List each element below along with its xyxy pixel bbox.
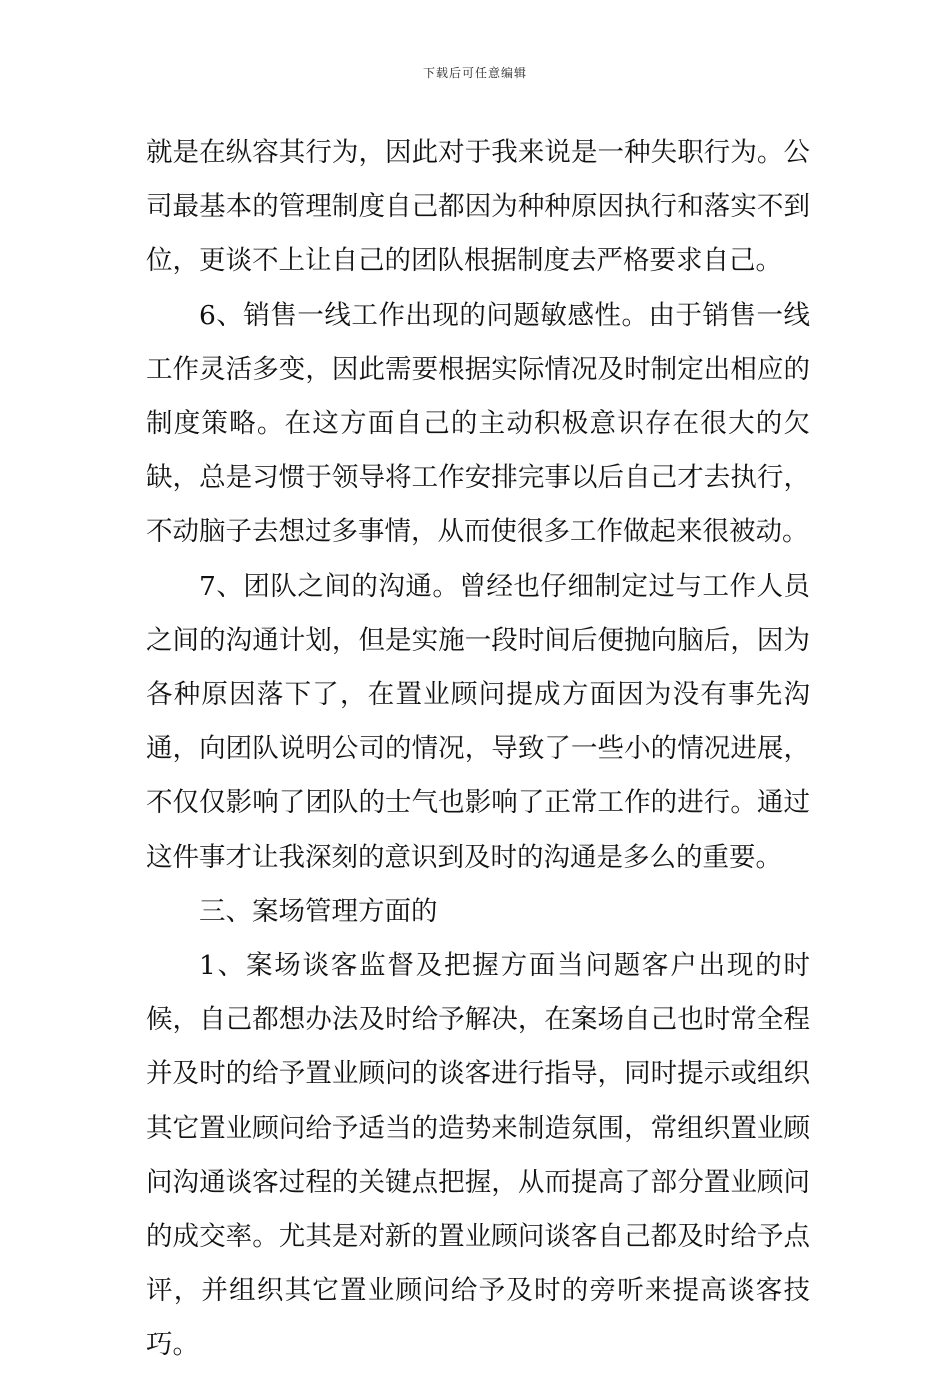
document-body xyxy=(146,126,810,1373)
paragraph-item-7: 7、团队之间的沟通。曾经也仔细制定过与工作人员之间的沟通计划，但是实施一段时间后便抛向脑后，因为各种原因落下了，在置业顾问提成方面因为没有事先沟通，向团队说明公司的情况，导致了一些小的情况进展，不仅仅影响了团队的士气也影响了正常工作的进行。通过这件事才让我深刻的意识到及时的沟通是多么的重要。 xyxy=(146,570,810,873)
page-header: 下载后可任意编辑 xyxy=(422,66,527,80)
section-heading-3: 三、案场管理方面的 xyxy=(199,895,438,927)
paragraph-continuation: 就是在纵容其行为，因此对于我来说是一种失职行为。公司最基本的管理制度自己都因为种种原因执行和落实不到位，更谈不上让自己的团队根据制度去严格要求自己。 xyxy=(146,137,810,277)
paragraph-item-6: 6、销售一线工作出现的问题敏感性。由于销售一线工作灵活多变，因此需要根据实际情况及时制定出相应的制度策略。在这方面自己的主动积极意识存在很大的欠缺，总是习惯于领导将工作安排完事以后自己才去执行，不动脑子去想过多事情，从而使很多工作做起来很被动。 xyxy=(146,299,810,548)
paragraph-item-1: 1、案场谈客监督及把握方面当问题客户出现的时候，自己都想办法及时给予解决，在案场自己也时常全程并及时的给予置业顾问的谈客进行指导，同时提示或组织其它置业顾问给予适当的造势来制造氛围，常组织置业顾问沟通谈客过程的关键点把握，从而提高了部分置业顾问的成交率。尤其是对新的置业顾问谈客自己都及时给予点评，并组织其它置业顾问给予及时的旁听来提高谈客技巧。 xyxy=(146,950,810,1361)
